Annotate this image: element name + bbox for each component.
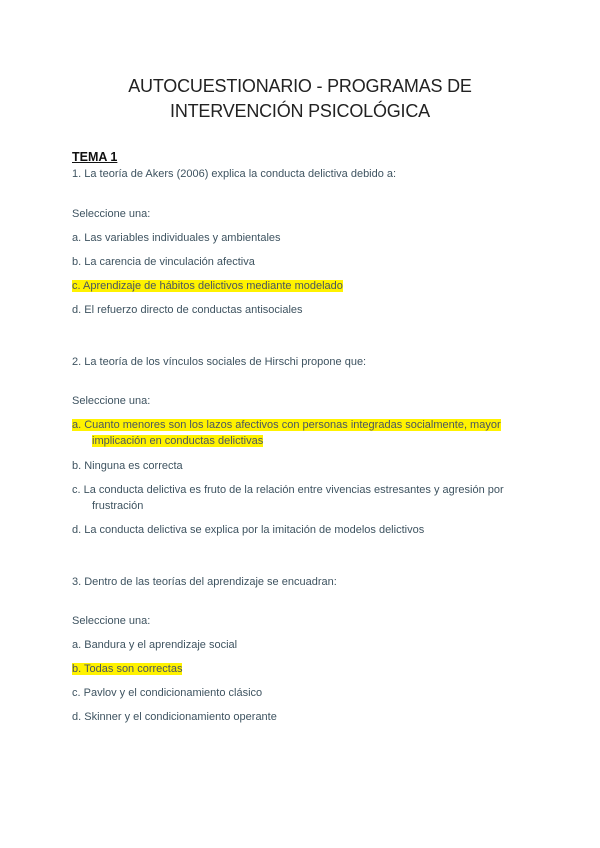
option-label: d. La conducta delictiva se explica por la imitación de modelos delictivos: [72, 524, 425, 536]
question-1-option-d[interactable]: [72, 302, 532, 318]
highlighted-option-label: b. Todas son correctas: [72, 663, 183, 675]
question-1-text: 1. La teoría de Akers (2006) explica la conducta delictiva debido a:: [72, 168, 397, 180]
question-2-option-c-continuation: frustración: [92, 500, 144, 512]
highlighted-option-label: a. Cuanto menores son los lazos afectivos con personas integradas socialmente, mayor: [72, 419, 501, 431]
option-label: d. El refuerzo directo de conductas antisociales: [72, 304, 303, 316]
option-label: a. Las variables individuales y ambientales: [72, 232, 281, 244]
highlighted-option-label-continued: implicación en conductas delictivas: [92, 435, 264, 447]
question-1-option-a[interactable]: [72, 230, 532, 246]
section-heading: TEMA 1: [72, 150, 118, 164]
question-2-prompt: Seleccione una:: [72, 395, 151, 407]
question-3-option-a[interactable]: [72, 637, 532, 653]
highlighted-option-label: c. Aprendizaje de hábitos delictivos mediante modelado: [72, 280, 343, 292]
question-3-option-d[interactable]: [72, 709, 532, 725]
question-3-option-b[interactable]: [72, 661, 532, 677]
page-title: [0, 74, 600, 124]
question-1-prompt: Seleccione una:: [72, 208, 151, 220]
option-label: c. Pavlov y el condicionamiento clásico: [72, 687, 263, 699]
option-label: d. Skinner y el condicionamiento operante: [72, 711, 277, 723]
option-label: b. La carencia de vinculación afectiva: [72, 256, 255, 268]
option-label: c. La conducta delictiva es fruto de la relación entre vivencias estresantes y agresión por: [72, 484, 504, 496]
option-label: a. Bandura y el aprendizaje social: [72, 639, 238, 651]
question-2-option-a-continuation: [92, 433, 552, 449]
question-2-text: 2. La teoría de los vínculos sociales de Hirschi propone que:: [72, 356, 367, 368]
option-label: b. Ninguna es correcta: [72, 460, 183, 472]
title-line-2: INTERVENCIÓN PSICOLÓGICA: [170, 101, 430, 121]
question-2-option-b[interactable]: [72, 458, 532, 474]
question-2-option-a[interactable]: [72, 417, 532, 433]
question-2-option-c[interactable]: [72, 482, 532, 498]
question-1-option-c[interactable]: [72, 278, 532, 294]
question-3-text: 3. Dentro de las teorías del aprendizaje se encuadran:: [72, 576, 337, 588]
question-2-option-d[interactable]: [72, 522, 532, 538]
question-3-option-c[interactable]: [72, 685, 532, 701]
title-line-1: AUTOCUESTIONARIO - PROGRAMAS DE: [128, 76, 472, 96]
question-1-option-b[interactable]: [72, 254, 532, 270]
question-3-prompt: Seleccione una:: [72, 615, 151, 627]
